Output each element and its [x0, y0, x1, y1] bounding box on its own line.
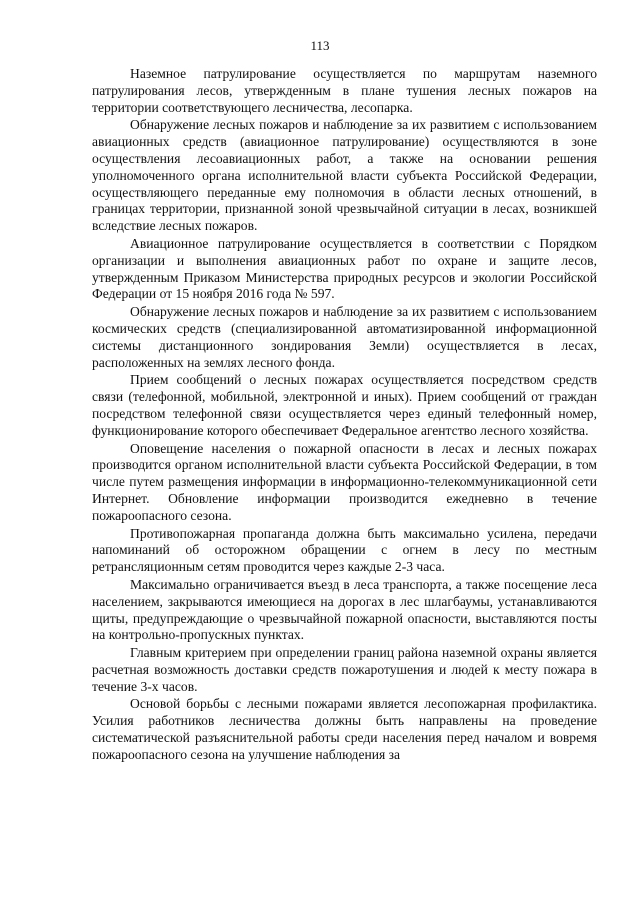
paragraph-aviation-patrol: Авиационное патрулирование осуществляется в соответствии с Порядком организации и выполнения авиационных работ по охране и защите лесов, утвержденным Приказом Министерства природных ресурсов и экологии Российской Федерации от 15 ноября 2016 года № 597. [92, 235, 597, 302]
paragraph-ground-patrol: Наземное патрулирование осуществляется по маршрутам наземного патрулирования лесов, утвержденным в плане тушения лесных пожаров на территории соответствующего лесничества, лесопарка. [92, 66, 597, 115]
paragraph-fire-propaganda: Противопожарная пропаганда должна быть максимально усилена, передачи напоминаний об осторожном обращении с огнем в лесу по местным ретрансляционным сетям проводится через каждые 2-3 часа. [92, 525, 597, 575]
paragraph-aviation-detection: Обнаружение лесных пожаров и наблюдение за их развитием с использованием авиационных средств (авиационное патрулирование) осуществляются в зоне осуществления лесоавиационных работ, а также на основании решения уполномоченного органа исполнительной власти субъекта Российской Федерации, осуществляющего переданные ему полномочия в области лесных отношений, в границах территории, признанной зоной чрезвычайной ситуации в лесах, возникшей вследствие лесных пожаров. [92, 117, 597, 234]
paragraph-access-restriction: Максимально ограничивается въезд в леса транспорта, а также посещение леса населением, закрываются имеющиеся на дорогах в лес шлагбаумы, устанавливаются щиты, предупреждающие о чрезвычайной пожарной опасности, выставляются посты на контрольно-пропускных пунктах. [92, 576, 597, 643]
paragraph-message-reception: Прием сообщений о лесных пожарах осуществляется посредством средств связи (телефонной, мобильной, электронной и иных). Прием сообщений от граждан посредством телефонной связи осуществляется через единый телефонный номер, функционирование которого обеспечивает Федеральное агентство лесного хозяйства. [92, 372, 597, 438]
paragraph-fire-prevention: Основой борьбы с лесными пожарами является лесопожарная профилактика. Усилия работников лесничества должны быть направлены на проведение систематической разъяснительной работы среди населения перед началом и вовремя пожароопасного сезона на улучшение наблюдения за [92, 696, 597, 762]
document-body [92, 66, 597, 764]
paragraph-space-detection: Обнаружение лесных пожаров и наблюдение за их развитием с использованием космических средств (специализированной автоматизированной информационной системы дистанционного зондирования Земли) осуществляется в лесах, расположенных на землях лесного фонда. [92, 304, 597, 370]
paragraph-public-notification: Оповещение населения о пожарной опасности в лесах и лесных пожарах производится органом исполнительной власти субъекта Российской Федерации, в том числе путем размещения информации в информационно-телекоммуникационной сети Интернет. Обновление информации производится ежедневно в течение пожароопасного сезона. [92, 440, 597, 523]
page-number: 113 [310, 38, 330, 53]
paragraph-protection-zone-criterion: Главным критерием при определении границ района наземной охраны является расчетная возможность доставки средств пожаротушения и людей к месту пожара в течение 3-х часов. [92, 645, 597, 694]
